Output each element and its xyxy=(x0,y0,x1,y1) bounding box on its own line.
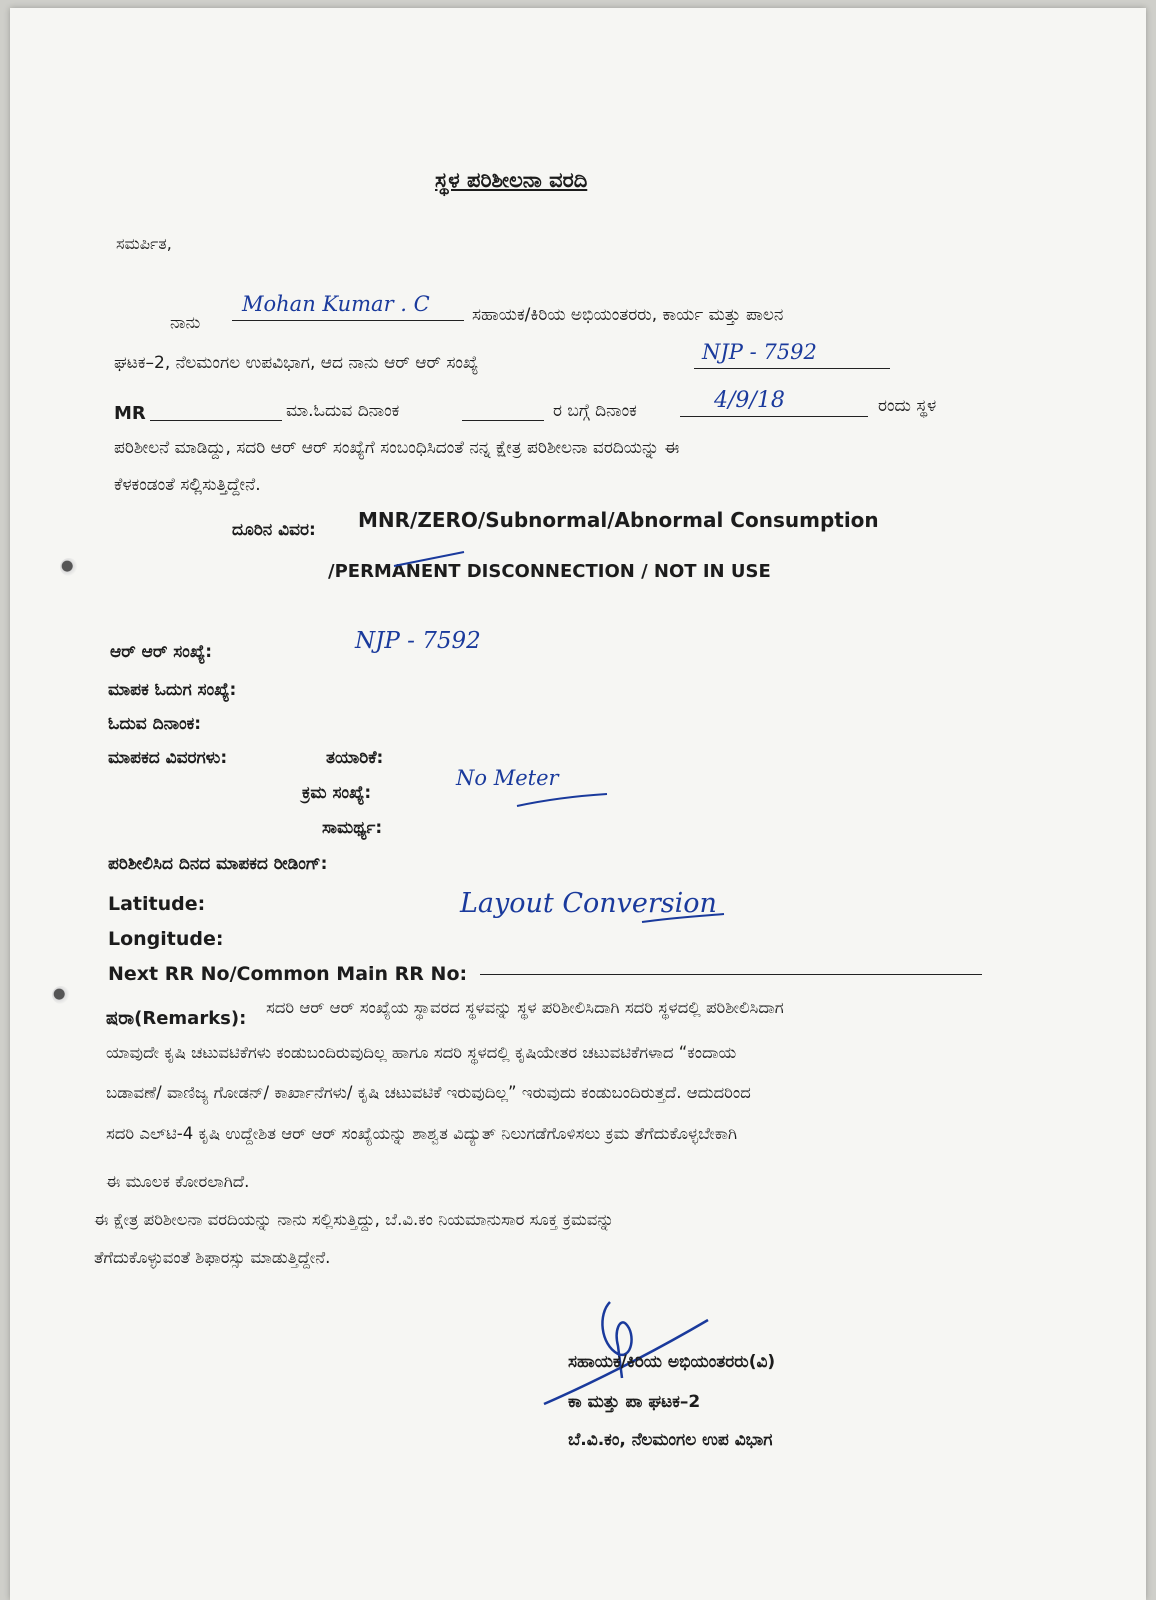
punch-hole-bottom xyxy=(52,986,70,1004)
remarks-label: ಷರಾ(Remarks): xyxy=(106,1008,247,1029)
pen-underline-serial xyxy=(515,792,615,812)
next-rr-label: Next RR No/Common Main RR No: xyxy=(108,963,468,985)
closing-l2: ತೆಗೆದುಕೊಳ್ಳುವಂತೆ ಶಿಫಾರಸ್ಸು ಮಾಡುತ್ತಿದ್ದೇನೆ. xyxy=(94,1248,331,1267)
remarks-l3: ಬಡಾವಣೆ/ ವಾಣಿಜ್ಯ ಗೋಡನ್/ ಕಾರ್ಖಾನೆಗಳು/ ಕೃಷಿ ಚಟುವಟಿಕೆ ಇರುವುದಿಲ್ಲ” ಇರುವುದು ಕಂಡುಬಂದಿರುತ್ತದೆ. ಆದುದರಿಂದ xyxy=(106,1083,751,1102)
mr-line xyxy=(150,420,282,421)
para-l3-mid: ಮಾ.ಓದುವ ದಿನಾಂಕ xyxy=(286,401,400,421)
pen-mark-complaint xyxy=(390,548,470,568)
para-l1-suffix: ಸಹಾಯಕ/ಕಿರಿಯ ಅಭಿಯಂತರರು, ಕಾರ್ಯ ಮತ್ತು ಪಾಲನ xyxy=(472,305,784,325)
salutation: ಸಮರ್ಪಿತ, xyxy=(116,234,172,253)
remarks-l1: ಸದರಿ ಆರ್ ಆರ್ ಸಂಖ್ಯೆಯ ಸ್ಥಾವರದ ಸ್ಥಳವನ್ನು ಸ್ಥಳ ಪರಿಶೀಲಿಸಿದಾಗಿ ಸದರಿ ಸ್ಥಳದಲ್ಲಿ ಪರಿಶೀಲಿಸಿದಾಗ xyxy=(266,998,784,1017)
closing-l1: ಈ ಕ್ಷೇತ್ರ ಪರಿಶೀಲನಾ ವರದಿಯನ್ನು ನಾನು ಸಲ್ಲಿಸುತ್ತಿದ್ದು, ಬೆ.ವಿ.ಕಂ ನಿಯಮಾನುಸಾರ ಸೂಕ್ತ ಕ್ರಮವನ್ನು xyxy=(94,1210,614,1229)
complaint-types: MNR/ZERO/Subnormal/Abnormal Consumption xyxy=(358,508,879,532)
reading-label: ಪರಿಶೀಲಿಸಿದ ದಿನದ ಮಾಪಕದ ರೀಡಿಂಗ್: xyxy=(108,854,328,874)
rr-number-handwritten: NJP - 7592 xyxy=(702,340,817,364)
para-l2-prefix: ಘಟಕ–2, ನೆಲಮಂಗಲ ಉಪವಿಭಾಗ, ಆದ ನಾನು ಆರ್ ಆರ್ ಸಂಖ್ಯೆ xyxy=(114,353,479,373)
remarks-l2: ಯಾವುದೇ ಕೃಷಿ ಚಟುವಟಿಕೆಗಳು ಕಂಡುಬಂದಿರುವುದಿಲ್ಲ ಹಾಗೂ ಸದರಿ ಸ್ಥಳದಲ್ಲಿ ಕೃಷಿಯೇತರ ಚಟುವಟಿಕೆಗಳಾದ “ಕಂದಾಯ xyxy=(106,1043,737,1062)
punch-hole-top xyxy=(60,558,78,576)
latitude-label: Latitude: xyxy=(108,893,206,915)
signature-l2: ಕಾ ಮತ್ತು ಪಾ ಘಟಕ–2 xyxy=(568,1392,701,1412)
remarks-l5: ಈ ಮೂಲಕ ಕೋರಲಾಗಿದೆ. xyxy=(106,1172,250,1191)
capacity-label: ಸಾಮರ್ಥ್ಯ: xyxy=(322,818,383,838)
inspection-date-handwritten: 4/9/18 xyxy=(714,388,785,413)
para-l4: ಪರಿಶೀಲನೆ ಮಾಡಿದ್ದು, ಸದರಿ ಆರ್ ಆರ್ ಸಂಖ್ಯೆಗೆ ಸಂಬಂಧಿಸಿದಂತೆ ನನ್ನ ಕ್ಷೇತ್ರ ಪರಿಶೀಲನಾ ವರದಿಯನ್ನು ಈ xyxy=(114,438,680,458)
signature-l3: ಬೆ.ವಿ.ಕಂ, ನೆಲಮಂಗಲ ಉಪ ವಿಭಾಗ xyxy=(568,1430,773,1450)
complaint-types-2: /PERMANENT DISCONNECTION / NOT IN USE xyxy=(328,561,771,582)
longitude-label: Longitude: xyxy=(108,928,224,950)
rr-label: ಆರ್ ಆರ್ ಸಂಖ್ಯೆ: xyxy=(110,642,213,662)
inspection-date-line xyxy=(680,416,868,417)
para-l3-suffix: ರಂದು ಸ್ಥಳ xyxy=(878,396,937,416)
document-title: ಸ್ಥಳ ಪರಿಶೀಲನಾ ವರದಿ xyxy=(435,168,588,192)
remarks-l4: ಸದರಿ ಎಲ್‌ಟಿ-4 ಕೃಷಿ ಉದ್ದೇಶಿತ ಆರ್ ಆರ್ ಸಂಖ್ಯೆಯನ್ನು ಶಾಶ್ವತ ವಿದ್ಯುತ್ ನಿಲುಗಡೆಗೊಳಿಸಲು ಕ್ರಮ ತೆಗೆದುಕೊಳ್ಳಬೇಕಾಗಿ xyxy=(106,1124,738,1143)
para-l3-about: ರ ಬಗ್ಗೆ ದಿನಾಂಕ xyxy=(553,401,637,421)
para-l1-prefix: ನಾನು xyxy=(170,313,201,333)
meter-details-label: ಮಾಪಕದ ವಿವರಗಳು: xyxy=(108,748,228,768)
complaint-label: ದೂರಿನ ವಿವರ: xyxy=(232,520,316,540)
location-note-handwritten: Layout Conversion xyxy=(460,888,717,919)
signature-l1: ಸಹಾಯಕ/ಕಿರಿಯ ಅಭಿಯಂತರರು(ವಿ) xyxy=(568,1352,776,1372)
pen-underline-location xyxy=(640,912,730,928)
para-l5: ಕೆಳಕಂಡಂತೆ ಸಲ್ಲಿಸುತ್ತಿದ್ದೇನೆ. xyxy=(114,475,261,495)
rr-number-line xyxy=(694,368,890,369)
officer-name-line xyxy=(232,320,464,321)
rr-value-handwritten: NJP - 7592 xyxy=(355,628,481,654)
next-rr-line xyxy=(480,974,982,975)
make-label: ತಯಾರಿಕೆ: xyxy=(326,748,384,768)
read-date-label: ಓದುವ ದಿನಾಂಕ: xyxy=(108,714,202,734)
para-l3-mr: MR xyxy=(114,403,146,424)
meter-reader-label: ಮಾಪಕ ಓದುಗ ಸಂಖ್ಯೆ: xyxy=(108,680,237,700)
serial-label: ಕ್ರಮ ಸಂಖ್ಯೆ: xyxy=(302,783,372,803)
document-page xyxy=(10,8,1146,1600)
read-date-line xyxy=(462,420,544,421)
serial-value-handwritten: No Meter xyxy=(456,766,559,790)
officer-name-handwritten: Mohan Kumar . C xyxy=(242,292,430,316)
